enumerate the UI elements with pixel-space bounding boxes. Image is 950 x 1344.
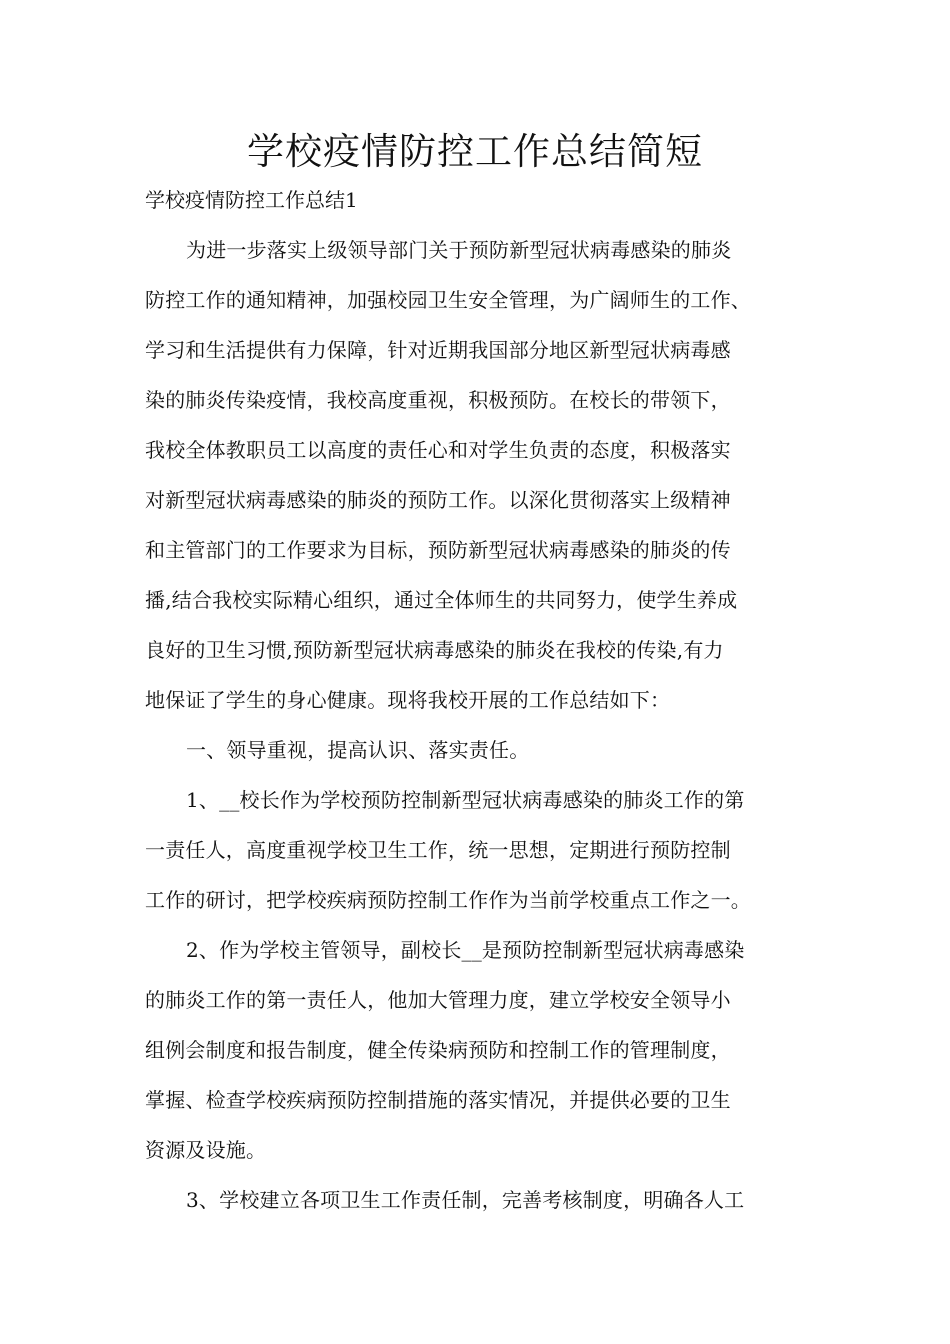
section-heading: 一、领导重视，提高认识、落实责任。 (186, 738, 530, 762)
paragraph-line: 的肺炎工作的第一责任人，他加大管理力度，建立学校安全领导小 (145, 988, 731, 1012)
paragraph-line: 3、学校建立各项卫生工作责任制，完善考核制度，明确各人工 (186, 1188, 745, 1212)
paragraph-line: 1、__校长作为学校预防控制新型冠状病毒感染的肺炎工作的第 (186, 788, 745, 812)
document-subtitle: 学校疫情防控工作总结1 (145, 188, 358, 212)
paragraph-line: 组例会制度和报告制度，健全传染病预防和控制工作的管理制度， (145, 1038, 731, 1062)
paragraph-line: 对新型冠状病毒感染的肺炎的预防工作。以深化贯彻落实上级精神 (145, 488, 731, 512)
paragraph-line: 学习和生活提供有力保障，针对近期我国部分地区新型冠状病毒感 (145, 338, 731, 362)
paragraph-line: 播,结合我校实际精心组织，通过全体师生的共同努力，使学生养成 (145, 588, 738, 612)
document-title: 学校疫情防控工作总结简短 (247, 130, 703, 173)
paragraph-line: 工作的研讨，把学校疾病预防控制工作作为当前学校重点工作之一。 (145, 888, 751, 912)
paragraph-line: 为进一步落实上级领导部门关于预防新型冠状病毒感染的肺炎 (186, 238, 732, 262)
paragraph-line: 一责任人，高度重视学校卫生工作，统一思想，定期进行预防控制 (145, 838, 731, 862)
paragraph-line: 染的肺炎传染疫情，我校高度重视，积极预防。在校长的带领下， (145, 388, 731, 412)
paragraph-line: 2、作为学校主管领导，副校长__是预防控制新型冠状病毒感染 (186, 938, 745, 962)
paragraph-line: 防控工作的通知精神，加强校园卫生安全管理，为广阔师生的工作、 (145, 288, 751, 312)
paragraph-line: 我校全体教职员工以高度的责任心和对学生负责的态度，积极落实 (145, 438, 731, 462)
paragraph-line: 资源及设施。 (145, 1138, 267, 1162)
paragraph-line: 和主管部门的工作要求为目标，预防新型冠状病毒感染的肺炎的传 (145, 538, 731, 562)
paragraph-line: 良好的卫生习惯,预防新型冠状病毒感染的肺炎在我校的传染,有力 (145, 638, 724, 662)
paragraph-line: 地保证了学生的身心健康。现将我校开展的工作总结如下： (145, 688, 671, 712)
paragraph-line: 掌握、检查学校疾病预防控制措施的落实情况，并提供必要的卫生 (145, 1088, 731, 1112)
